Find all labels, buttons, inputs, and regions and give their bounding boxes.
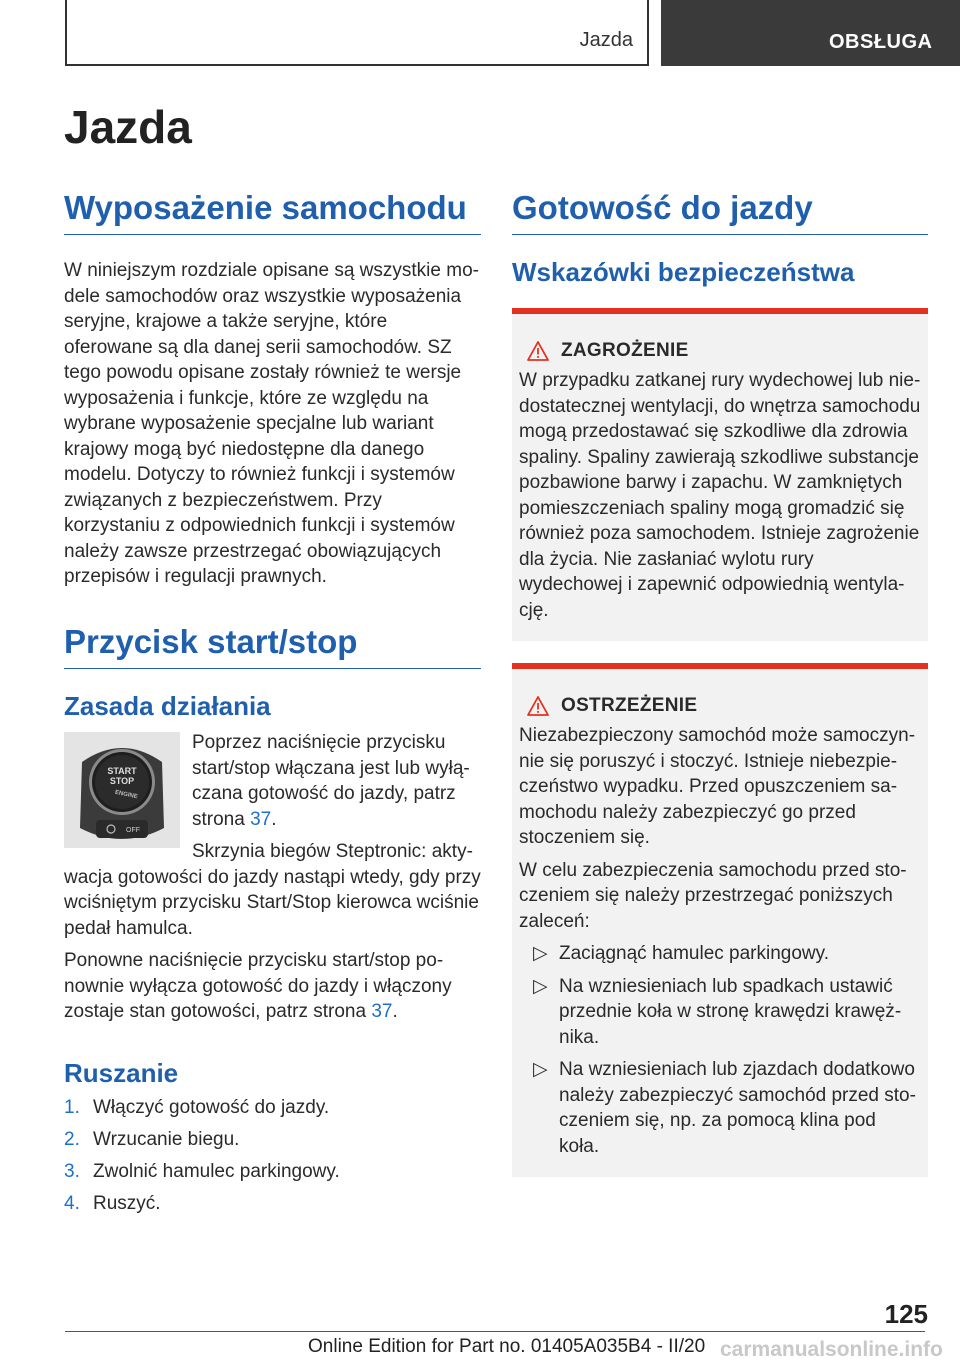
section-heading-start-stop: Przycisk start/stop [64,624,481,669]
list-item [519,1057,921,1159]
principle-text-1-end: . [271,808,277,830]
subheading-principle: Zasada działania [64,691,271,722]
bullet-text: Na wzniesieniach lub zjazdach dodatkowo należy zabezpieczyć samochód przed stoczeniem się, np. za pomocą klina pod koła. [559,1059,916,1157]
step-text: Włączyć gotowość do jazdy. [93,1096,330,1118]
page-number: 125 [884,1299,928,1329]
warning-triangle-icon [527,341,549,361]
step-number: 3. [64,1160,80,1182]
danger-title: ZAGROŻENIE [561,340,689,362]
equipment-paragraph: W niniejszym rozdziale opisane są wszystkie modele samochodów oraz wszystkie wyposażenia seryjne, krajowe a także seryjne, które oferowane są dla danej serii samochodów. SZ tego powodu opisane zostały również te wersje wyposażenia i funkcje, które ze względu na wybrane wyposażenie specjalne lub wariant krajowy mogą być niedostępne dla danego modelu. Dotyczy to również funkcji i systemów związanych z bezpieczeństwem. Przy korzystaniu z odpowiednich funkcji i systemów należy zawsze przestrzegać obowiązujących przepisów i regulacji prawnych. [64,260,479,588]
header-chapter-label: OBSŁUGA [829,31,933,53]
warning-bullets [519,941,921,1159]
watermark: carmanualsonline.info [720,1338,943,1361]
list-item [519,941,921,967]
warning-paragraph-1: Niezabezpieczony samochód może samoczynnie się poruszyć i stoczyć. Istnieje niebezpieczeństwo wypadku. Przed opuszczeniem samochodu należy zabezpieczyć go przed stoczeniem się. [519,725,916,849]
start-stop-button-icon [64,732,180,848]
bullet-text: Zaciągnąć hamulec parkingowy. [559,943,830,965]
bullet-triangle-icon: ▷ [533,943,548,965]
bullet-triangle-icon: ▷ [533,975,548,997]
step-text: Wrzucanie biegu. [93,1128,240,1150]
principle-block [64,730,481,1025]
list-item [64,1095,481,1120]
button-engine-text: ENGINE [114,789,139,801]
principle-text-1: Poprzez naciśnięcie przycisku start/stop włączana jest lub wyłączana gotowość do jazdy, patrz strona [192,732,470,830]
principle-paragraph-2: Skrzynia biegów Steptronic: aktywacja gotowości do jazdy nastąpi wtedy, gdy przy wciśniętym przycisku Start/Stop kierowca wciśnie pedał hamulca. [64,841,481,939]
warning-heading [527,695,921,717]
button-start-text: START [107,766,137,777]
header-section-box [65,0,649,66]
page-link-37-b[interactable]: 37 [371,1001,393,1023]
list-item [64,1127,481,1152]
section-heading-readiness: Gotowość do jazdy [512,190,928,235]
principle-text-3-end: . [392,1001,398,1023]
subheading-driving-off: Ruszanie [64,1057,179,1088]
start-stop-button-image [64,732,180,848]
warning-paragraph-2: W celu zabezpieczenia samochodu przed stoczeniem się należy przestrzegać poniższych zaleceń: [519,859,907,932]
step-text: Zwolnić hamulec parkingowy. [93,1160,340,1182]
list-item [519,974,921,1051]
button-stop-text: STOP [109,776,135,787]
step-number: 4. [64,1192,80,1214]
warning-title: OSTRZEŻENIE [561,695,698,717]
bullet-text: Na wzniesieniach lub spadkach ustawić przednie koła w stronę krawędzi krawężnika. [559,975,902,1048]
list-item [64,1191,481,1216]
subheading-safety-notes: Wskazówki bezpieczeństwa [512,257,855,288]
left-column [64,190,481,1223]
principle-paragraph-3 [64,948,481,1025]
warning-box [512,663,928,1177]
footer-divider [65,1331,925,1332]
button-off-text: OFF [126,827,140,835]
section-heading-equipment: Wyposażenie samochodu [64,190,481,235]
step-number: 2. [64,1128,80,1150]
driving-off-steps [64,1095,481,1216]
danger-text: W przypadku zatkanej rury wydechowej lub niedostatecznej wentylacji, do wnętrza samochodu mogą przedostawać się szkodliwe dla zdrowia spaliny. Spaliny zawierają szkodliwe substancje pozbawione barwy i zapachu. W zamkniętych pomieszczeniach spaliny mogą gromadzić się również poza samochodem. Istnieje zagrożenie dla życia. Nie zasłaniać wylotu rury wydechowej i zapewnić odpowiednią wentylację. [519,370,921,621]
header-chapter-box [661,0,960,66]
page-link-37-a[interactable]: 37 [250,808,272,830]
page-title: Jazda [64,101,192,153]
step-number: 1. [64,1096,80,1118]
principle-text-3: Ponowne naciśnięcie przycisku start/stop ponownie wyłącza gotowość do jazdy i włączony zostaje stan gotowości, patrz strona [64,950,452,1023]
right-column [512,190,928,1177]
bullet-triangle-icon: ▷ [533,1059,548,1081]
warning-triangle-icon [527,696,549,716]
list-item [64,1159,481,1184]
step-text: Ruszyć. [93,1192,161,1214]
danger-heading [527,340,921,362]
danger-box [512,308,928,641]
header-section-label: Jazda [579,29,633,51]
footer-edition: Online Edition for Part no. 01405A035B4 - II/20 [308,1336,706,1357]
